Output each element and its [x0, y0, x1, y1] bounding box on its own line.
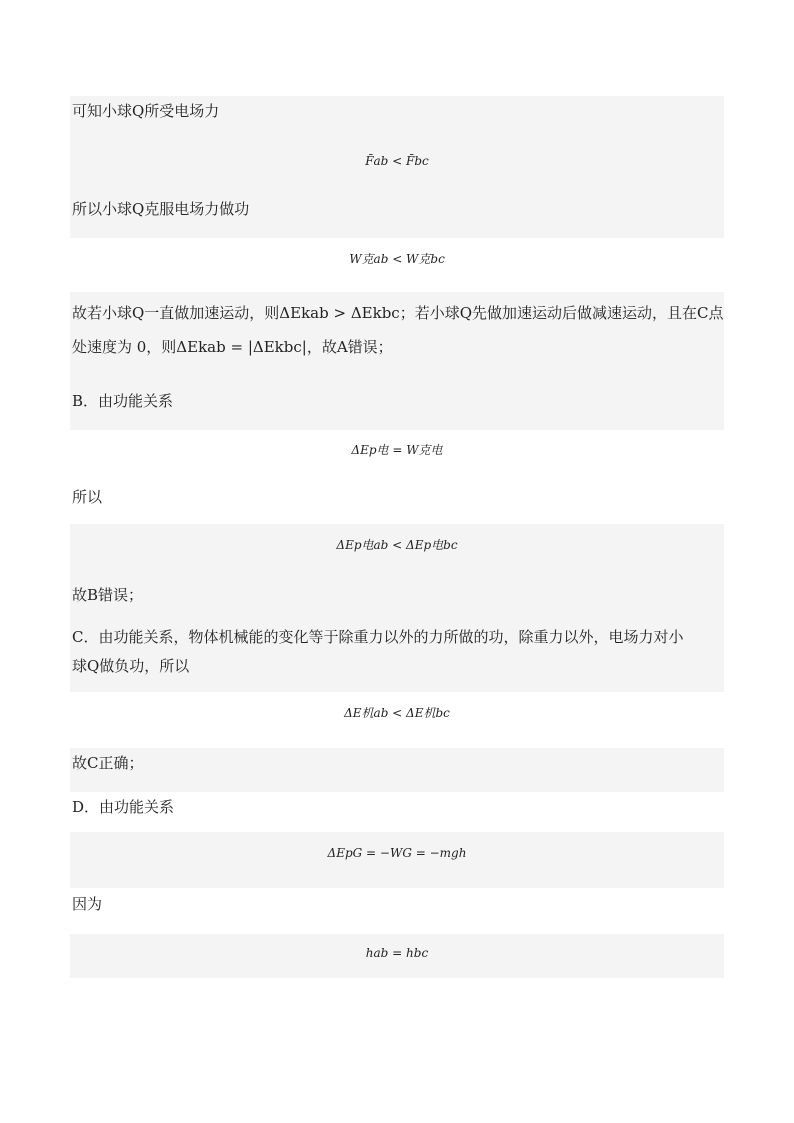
text-line [70, 292, 724, 332]
document-body [70, 96, 724, 978]
text-line [70, 748, 724, 792]
text-line [70, 888, 724, 934]
text-content: 故C正确； [72, 754, 144, 772]
formula-line [70, 692, 724, 748]
text-line [70, 580, 724, 620]
text-line [70, 482, 724, 524]
text-content: 所以小球Q克服电场力做功 [72, 200, 250, 218]
formula: ΔEp电ab < ΔEp电bc [336, 538, 458, 552]
text-content: 所以 [72, 488, 103, 506]
formula: ΔE机ab < ΔE机bc [344, 706, 450, 720]
formula: W克ab < W克bc [349, 252, 445, 266]
text-content: B．由功能关系 [72, 392, 174, 410]
text-content: 因为 [72, 895, 103, 913]
text-line [70, 792, 724, 832]
text-content: 可知小球Q所受电场力 [72, 102, 220, 120]
text-content: 处速度为 0，则ΔEkab = |ΔEkbc|，故A错误； [72, 338, 393, 356]
formula-line [70, 934, 724, 978]
formula: F̄ab < F̄bc [365, 154, 429, 168]
text-content: D．由功能关系 [72, 798, 175, 816]
text-content: C．由功能关系，物体机械能的变化等于除重力以外的力所做的功，除重力以外，电场力对小 [72, 628, 684, 646]
text-line [70, 652, 724, 692]
formula: ΔEp电 = W克电 [351, 443, 443, 457]
text-line [70, 194, 724, 238]
text-content: 球Q做负功，所以 [72, 657, 190, 675]
formula: hab = hbc [365, 946, 429, 960]
text-line [70, 620, 724, 652]
text-content: 故B错误； [72, 586, 144, 604]
formula-line [70, 832, 724, 888]
formula-line [70, 238, 724, 292]
text-content: 故若小球Q一直做加速运动，则ΔEkab > ΔEkbc；若小球Q先做加速运动后做减速运动，且在C点 [72, 304, 724, 322]
formula: ΔEpG = −WG = −mgh [327, 846, 467, 860]
formula-line [70, 430, 724, 482]
formula-line [70, 524, 724, 580]
text-line [70, 332, 724, 386]
text-line [70, 386, 724, 430]
formula-line [70, 140, 724, 194]
text-line [70, 96, 724, 140]
